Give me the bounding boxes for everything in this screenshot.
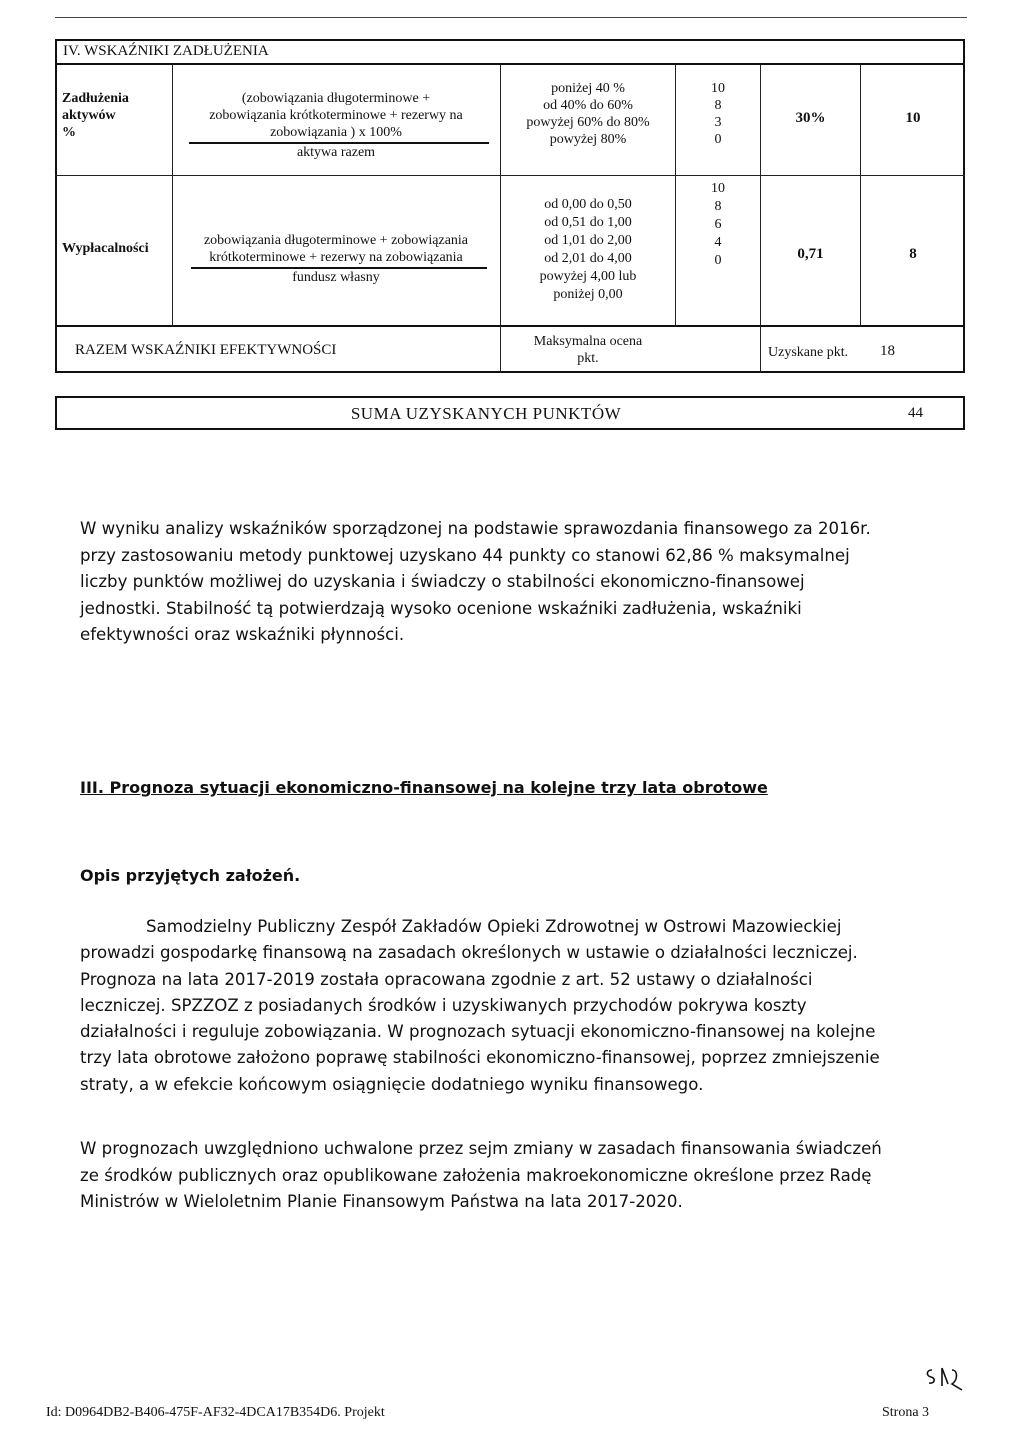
- points-debt: 10 8 3 0: [711, 81, 725, 147]
- value-solvency: 0,71: [797, 246, 824, 262]
- points-solvency: 10 8 6 4 0: [711, 181, 725, 268]
- max-score-label: Maksymalna ocena pkt.: [533, 334, 643, 366]
- table-col-sep: [172, 65, 173, 327]
- section3-heading: III. Prognoza sytuacji ekonomiczno-finansowej na kolejne trzy lata obrotowe: [80, 778, 768, 797]
- obtained-value: 18: [880, 343, 895, 359]
- table-col-sep: [675, 65, 676, 327]
- formula-solvency: zobowiązania długoterminowe + zobowiązania krótkoterminowe + rezerwy na zobowiązania fundusz własny: [175, 232, 497, 286]
- assumptions-heading: Opis przyjętych założeń.: [80, 866, 301, 885]
- obtained-label: Uzyskane pkt.: [768, 345, 849, 360]
- section-header-text: IV. WSKAŹNIKI ZADŁUŻENIA: [63, 43, 269, 59]
- table-row-sep: [55, 175, 965, 176]
- analysis-paragraph: W wyniku analizy wskaźników sporządzonej na podstawie sprawozdania finansowego za 2016r. przy zastosowaniu metody punktowej uzyskano 44 punkty co stanowi 62,86 % maksymalnej liczby punktów możliwej do uzyskania i świadczy o stabilności ekonomiczno-finansowej jednostki. Stabilność tą potwierdzają wysoko ocenione wskaźniki zadłużenia, wskaźniki efektywności oraz wskaźniki płynności.: [80, 519, 871, 644]
- score-debt: 10: [905, 110, 921, 126]
- summary-col-sep: [760, 327, 761, 373]
- formula-debt: (zobowiązania długoterminowe + zobowiązania krótkoterminowe + rezerwy na zobowiązania ) x 100% aktywa razem: [175, 90, 497, 161]
- ranges-debt: poniżej 40 % od 40% do 60% powyżej 60% do 80% powyżej 80%: [526, 81, 650, 147]
- score-solvency: 8: [909, 246, 917, 262]
- section-header: [55, 39, 965, 65]
- summary-label: RAZEM WSKAŹNIKI EFEKTYWNOŚCI: [75, 342, 337, 358]
- summary-col-sep: [500, 327, 501, 373]
- forecast-paragraph: W prognozach uwzględniono uchwalone przez sejm zmiany w zasadach finansowania świadczeń ze środków publicznych oraz opublikowane założenia makroekonomiczne określone przez Radę Ministrów w Wieloletnim Planie Finansowym Państwa na lata 2017-2020.: [80, 1139, 882, 1211]
- top-rule: [55, 17, 967, 18]
- indicator-name-solvency: Wypłacalności: [62, 241, 149, 256]
- table-col-sep: [760, 65, 761, 327]
- document-id: Id: D0964DB2-B406-475F-AF32-4DCA17B354D6. Projekt: [46, 1405, 385, 1420]
- table-col-sep: [860, 65, 861, 327]
- table-col-sep: [500, 65, 501, 327]
- page-number: Strona 3: [882, 1405, 930, 1420]
- signature-initials: [922, 1362, 982, 1398]
- total-label: SUMA UZYSKANYCH PUNKTÓW: [350, 404, 622, 423]
- value-debt: 30%: [795, 110, 826, 126]
- total-value: 44: [908, 405, 923, 421]
- ranges-solvency: od 0,00 do 0,50 od 0,51 do 1,00 od 1,01 do 2,00 od 2,01 do 4,00 powyżej 4,00 lub poniżej 0,00: [539, 197, 637, 302]
- organization-paragraph: Samodzielny Publiczny Zespół Zakładów Opieki Zdrowotnej w Ostrowi Mazowieckiej prowadzi gospodarkę finansową na zasadach określonych w ustawie o działalności leczniczej. Prognoza na lata 2017-2019 została opracowana zgodnie z art. 52 ustawy o działalności leczniczej. SPZZOZ z posiadanych środków i uzyskiwanych przychodów pokrywa koszty działalności i reguluje zobowiązania. W prognozach sytuacji ekonomiczno-finansowej na kolejne trzy lata obrotowe założono poprawę stabilności ekonomiczno-finansowej, poprzez zmniejszenie straty, a w efekcie końcowym osiągnięcie dodatniego wyniku finansowego.: [80, 917, 880, 1094]
- indicator-name-debt: Zadłużenia aktywów %: [62, 91, 129, 140]
